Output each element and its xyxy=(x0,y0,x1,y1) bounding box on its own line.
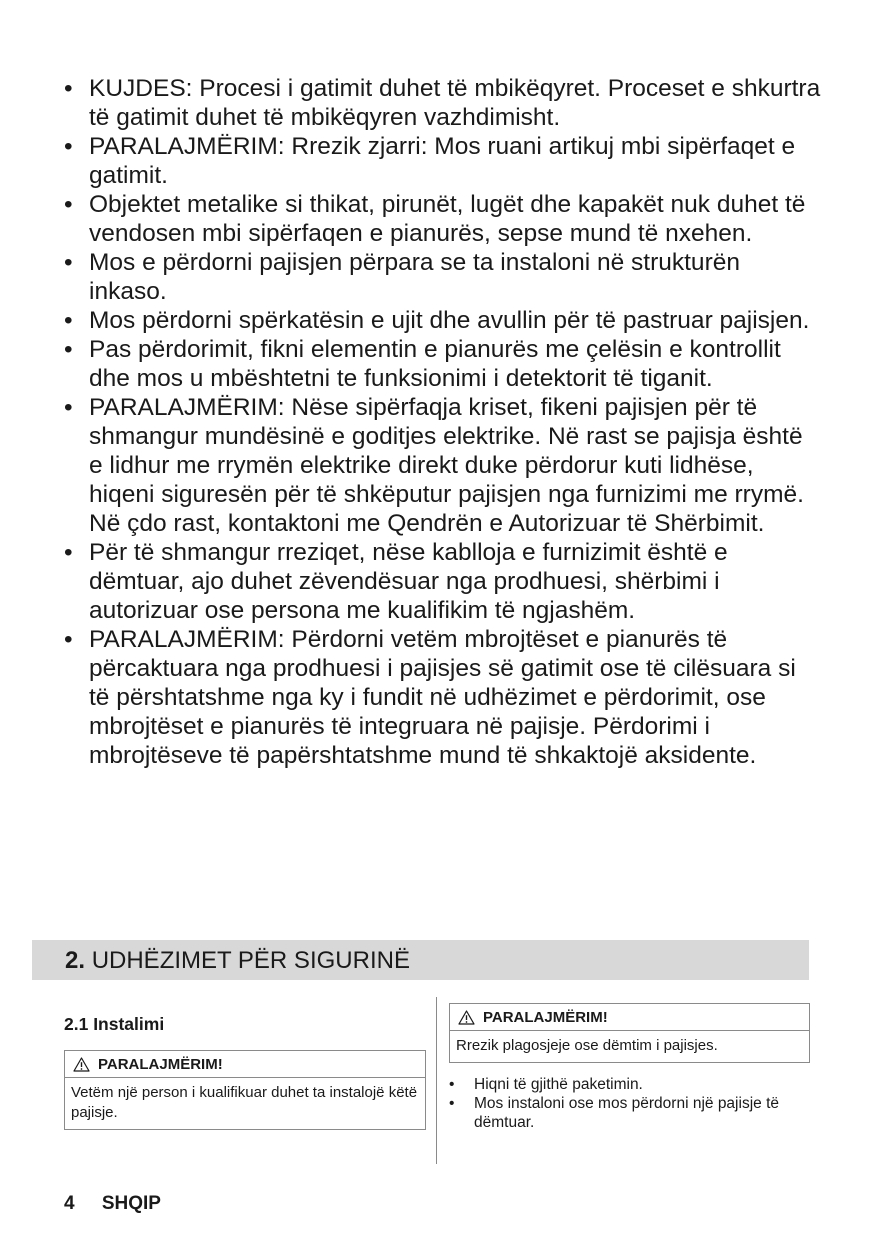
bullet-glyph: • xyxy=(449,1095,455,1112)
subsection-title: 2.1 Instalimi xyxy=(64,1014,165,1034)
list-item xyxy=(62,393,822,538)
list-item xyxy=(449,1075,810,1094)
bullet-glyph: • xyxy=(64,75,73,102)
bullet-glyph: • xyxy=(64,133,73,160)
installation-bullet-list xyxy=(449,1075,810,1132)
safety-bullet-list xyxy=(62,74,822,770)
list-item-text: Mos përdorni spërkatësin e ujit dhe avullin për të pastruar pajisjen. xyxy=(89,307,810,334)
page-footer xyxy=(64,1193,161,1215)
section-header xyxy=(32,940,809,980)
list-item xyxy=(62,335,822,393)
warning-triangle-icon xyxy=(73,1057,90,1072)
bullet-glyph: • xyxy=(64,336,73,363)
list-item xyxy=(62,132,822,190)
list-item-text: Mos instaloni ose mos përdorni një pajisje të dëmtuar. xyxy=(474,1095,779,1131)
list-item-text: Objektet metalike si thikat, pirunët, lugët dhe kapakët nuk duhet të vendosen mbi sipërfaqen e pianurës, sepse mund të nxehen. xyxy=(89,191,806,247)
list-item xyxy=(62,625,822,770)
warning-box-damage xyxy=(449,1003,810,1063)
warning-box-installation xyxy=(64,1050,426,1130)
page-number: 4 xyxy=(64,1193,75,1214)
warning-heading-text: PARALAJMËRIM! xyxy=(483,1009,608,1026)
warning-body: Vetëm një person i kualifikuar duhet ta instalojë këtë pajisje. xyxy=(71,1084,418,1121)
list-item-text: Mos e përdorni pajisjen përpara se ta instaloni në strukturën inkaso. xyxy=(89,249,740,305)
section-title: UDHËZIMET PËR SIGURINË xyxy=(91,947,410,974)
list-item xyxy=(62,190,822,248)
warning-heading-text: PARALAJMËRIM! xyxy=(98,1056,223,1073)
warning-body: Rrezik plagosjeje ose dëmtim i pajisjes. xyxy=(456,1037,718,1054)
bullet-glyph: • xyxy=(64,191,73,218)
list-item-text: PARALAJMËRIM: Përdorni vetëm mbrojtëset e pianurës të përcaktuara nga prodhuesi i pajisjes së gatimit ose të cilësuara si të përshtatshme nga ky i fundit në udhëzimet e përdorimit, ose mbrojtëset e pianurës të integruara në pajisje. Përdorimi i mbrojtëseve të papërshtatshme mund të shkaktojë aksidente. xyxy=(89,626,796,769)
list-item-text: PARALAJMËRIM: Rrezik zjarri: Mos ruani artikuj mbi sipërfaqet e gatimit. xyxy=(89,133,796,189)
column-divider xyxy=(436,997,437,1164)
list-item-text: Për të shmangur rreziqet, nëse kablloja e furnizimit është e dëmtuar, ajo duhet zëvendësuar nga prodhuesi, shërbimi i autorizuar ose persona me kualifikim të ngjashëm. xyxy=(89,539,728,624)
warning-heading xyxy=(450,1004,809,1031)
section-number: 2. xyxy=(65,947,86,974)
list-item xyxy=(62,306,822,335)
list-item xyxy=(62,74,822,132)
list-item-text: PARALAJMËRIM: Nëse sipërfaqja kriset, fikeni pajisjen për të shmangur mundësinë e goditjes elektrike. Në rast se pajisja është e lidhur me rrymën elektrike direkt duke përdorur kuti lidhëse, hiqeni siguresën për të shkëputur pajisjen nga furnizimi me rrymë. Në çdo rast, kontaktoni me Qendrën e Autorizuar të Shërbimit. xyxy=(89,394,804,537)
bullet-glyph: • xyxy=(64,394,73,421)
list-item-text: Pas përdorimit, fikni elementin e pianurës me çelësin e kontrollit dhe mos u mbështetni te funksionimi i detektorit të tiganit. xyxy=(89,336,781,392)
bullet-glyph: • xyxy=(64,307,73,334)
list-item-text: Hiqni të gjithë paketimin. xyxy=(474,1076,643,1093)
bullet-glyph: • xyxy=(64,626,73,653)
list-item xyxy=(62,538,822,625)
warning-triangle-icon xyxy=(458,1010,475,1025)
list-item xyxy=(449,1094,810,1132)
left-column xyxy=(64,1000,426,1130)
right-column xyxy=(449,1003,810,1132)
footer-language: SHQIP xyxy=(101,1193,161,1214)
list-item xyxy=(62,248,822,306)
list-item-text: KUJDES: Procesi i gatimit duhet të mbikëqyret. Proceset e shkurtra të gatimit duhet të mbikëqyren vazhdimisht. xyxy=(89,75,821,131)
bullet-glyph: • xyxy=(449,1076,455,1093)
bullet-glyph: • xyxy=(64,539,73,566)
bullet-glyph: • xyxy=(64,249,73,276)
warning-heading xyxy=(65,1051,425,1078)
